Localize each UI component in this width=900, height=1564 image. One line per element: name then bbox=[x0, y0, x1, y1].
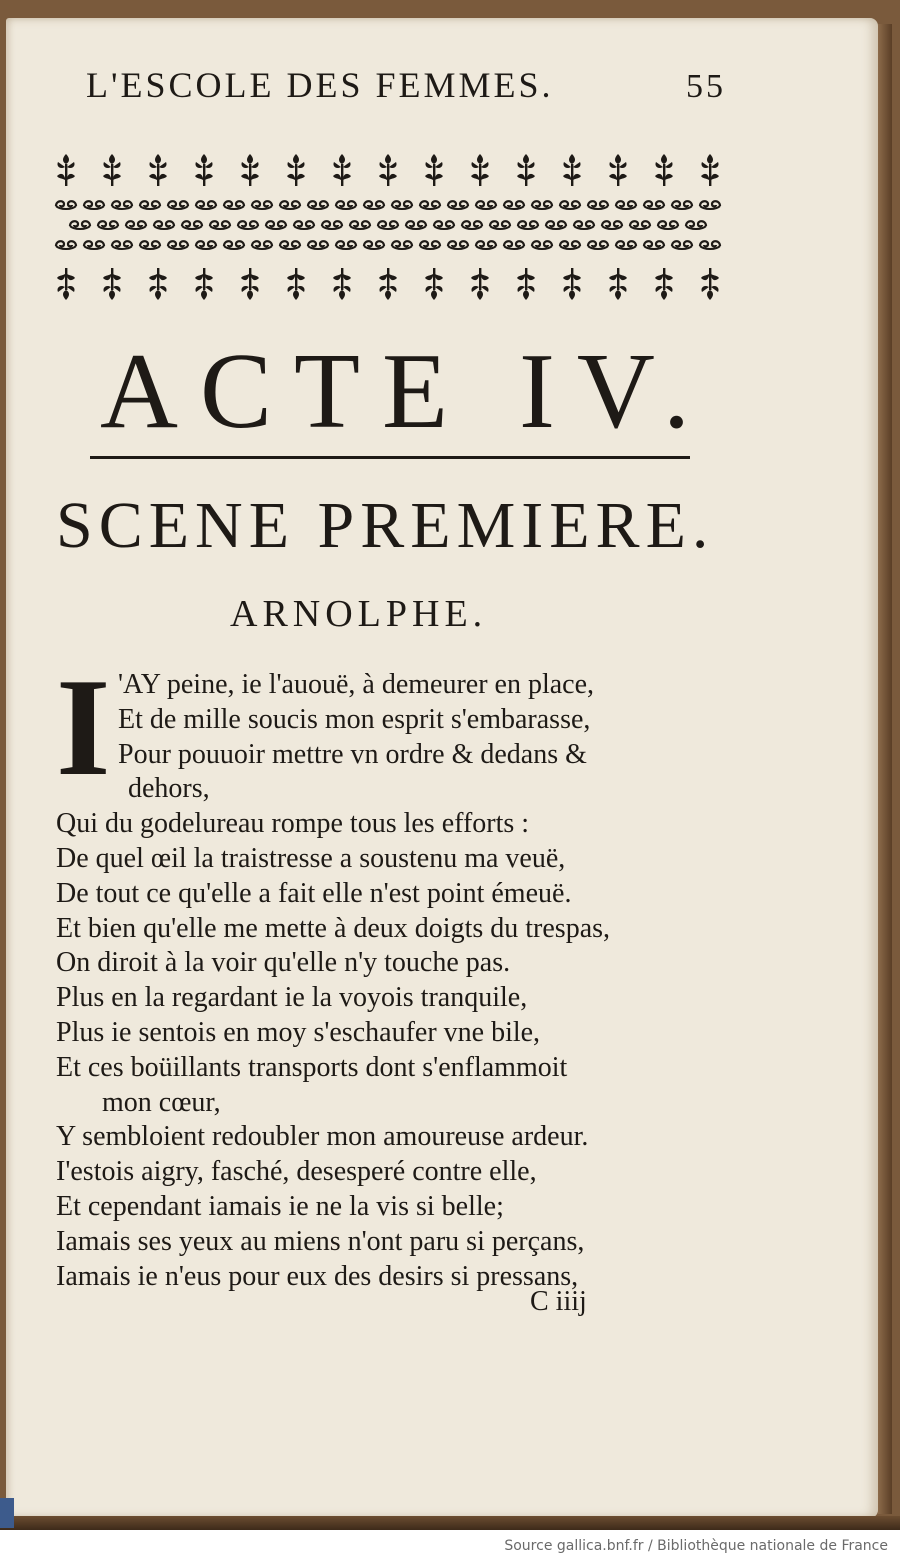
verse-line: I'estois aigry, fasché, desesperé contre elle, bbox=[56, 1156, 537, 1188]
verse-line-continuation: mon cœur, bbox=[102, 1086, 221, 1118]
verse-line: Qui du godelureau rompe tous les efforts : bbox=[56, 808, 530, 840]
running-title: L'ESCOLE DES FEMMES. bbox=[86, 65, 554, 105]
scene-title: SCENE PREMIERE. bbox=[56, 489, 715, 562]
page-number: 55 bbox=[686, 68, 726, 105]
verse-line: Et bien qu'elle me mette à deux doigts du trespas, bbox=[56, 912, 611, 944]
drop-cap: I bbox=[56, 650, 111, 805]
running-head bbox=[86, 64, 726, 106]
verse-block bbox=[56, 650, 736, 1294]
decorative-ornament-band bbox=[54, 150, 726, 310]
verse-line: Pour pouuoir mettre vn ordre & dedans & bbox=[118, 738, 587, 770]
verse-line: Iamais ses yeux au miens n'ont paru si perçans, bbox=[56, 1225, 585, 1257]
source-credit: Source gallica.bnf.fr / Bibliothèque nationale de France bbox=[504, 1538, 888, 1554]
verse-line: Et de mille soucis mon esprit s'embarasse, bbox=[118, 703, 591, 735]
verse-line: Iamais ie n'eus pour eux des desirs si pressans, bbox=[56, 1260, 579, 1292]
page-edge bbox=[878, 24, 892, 1514]
verse-line: On diroit à la voir qu'elle n'y touche pas. bbox=[56, 947, 511, 979]
verse-line: Et cependant iamais ie ne la vis si belle; bbox=[56, 1190, 504, 1222]
bottom-edge bbox=[0, 1516, 900, 1530]
title-rule bbox=[90, 456, 690, 459]
signature-mark: C iiij bbox=[530, 1286, 587, 1317]
verse-line: De tout ce qu'elle a fait elle n'est point émeuë. bbox=[56, 877, 572, 909]
verse-line: Plus en la regardant ie la voyois tranquile, bbox=[56, 982, 528, 1014]
verse-line-continuation: dehors, bbox=[128, 773, 210, 805]
act-title: ACTE IV. bbox=[100, 332, 713, 451]
speaker-name: ARNOLPHE. bbox=[230, 593, 488, 635]
binding-corner bbox=[0, 1498, 14, 1528]
verse-line: Plus ie sentois en moy s'eschaufer vne bile, bbox=[56, 1016, 541, 1048]
verse-line: 'AY peine, ie l'auouë, à demeurer en place, bbox=[118, 669, 595, 700]
verse-line: Y sembloient redoubler mon amoureuse ardeur. bbox=[56, 1121, 589, 1153]
verse-line: De quel œil la traistresse a soustenu ma veuë, bbox=[56, 842, 566, 874]
verse-line: Et ces boüillants transports dont s'enflammoit bbox=[56, 1051, 568, 1083]
